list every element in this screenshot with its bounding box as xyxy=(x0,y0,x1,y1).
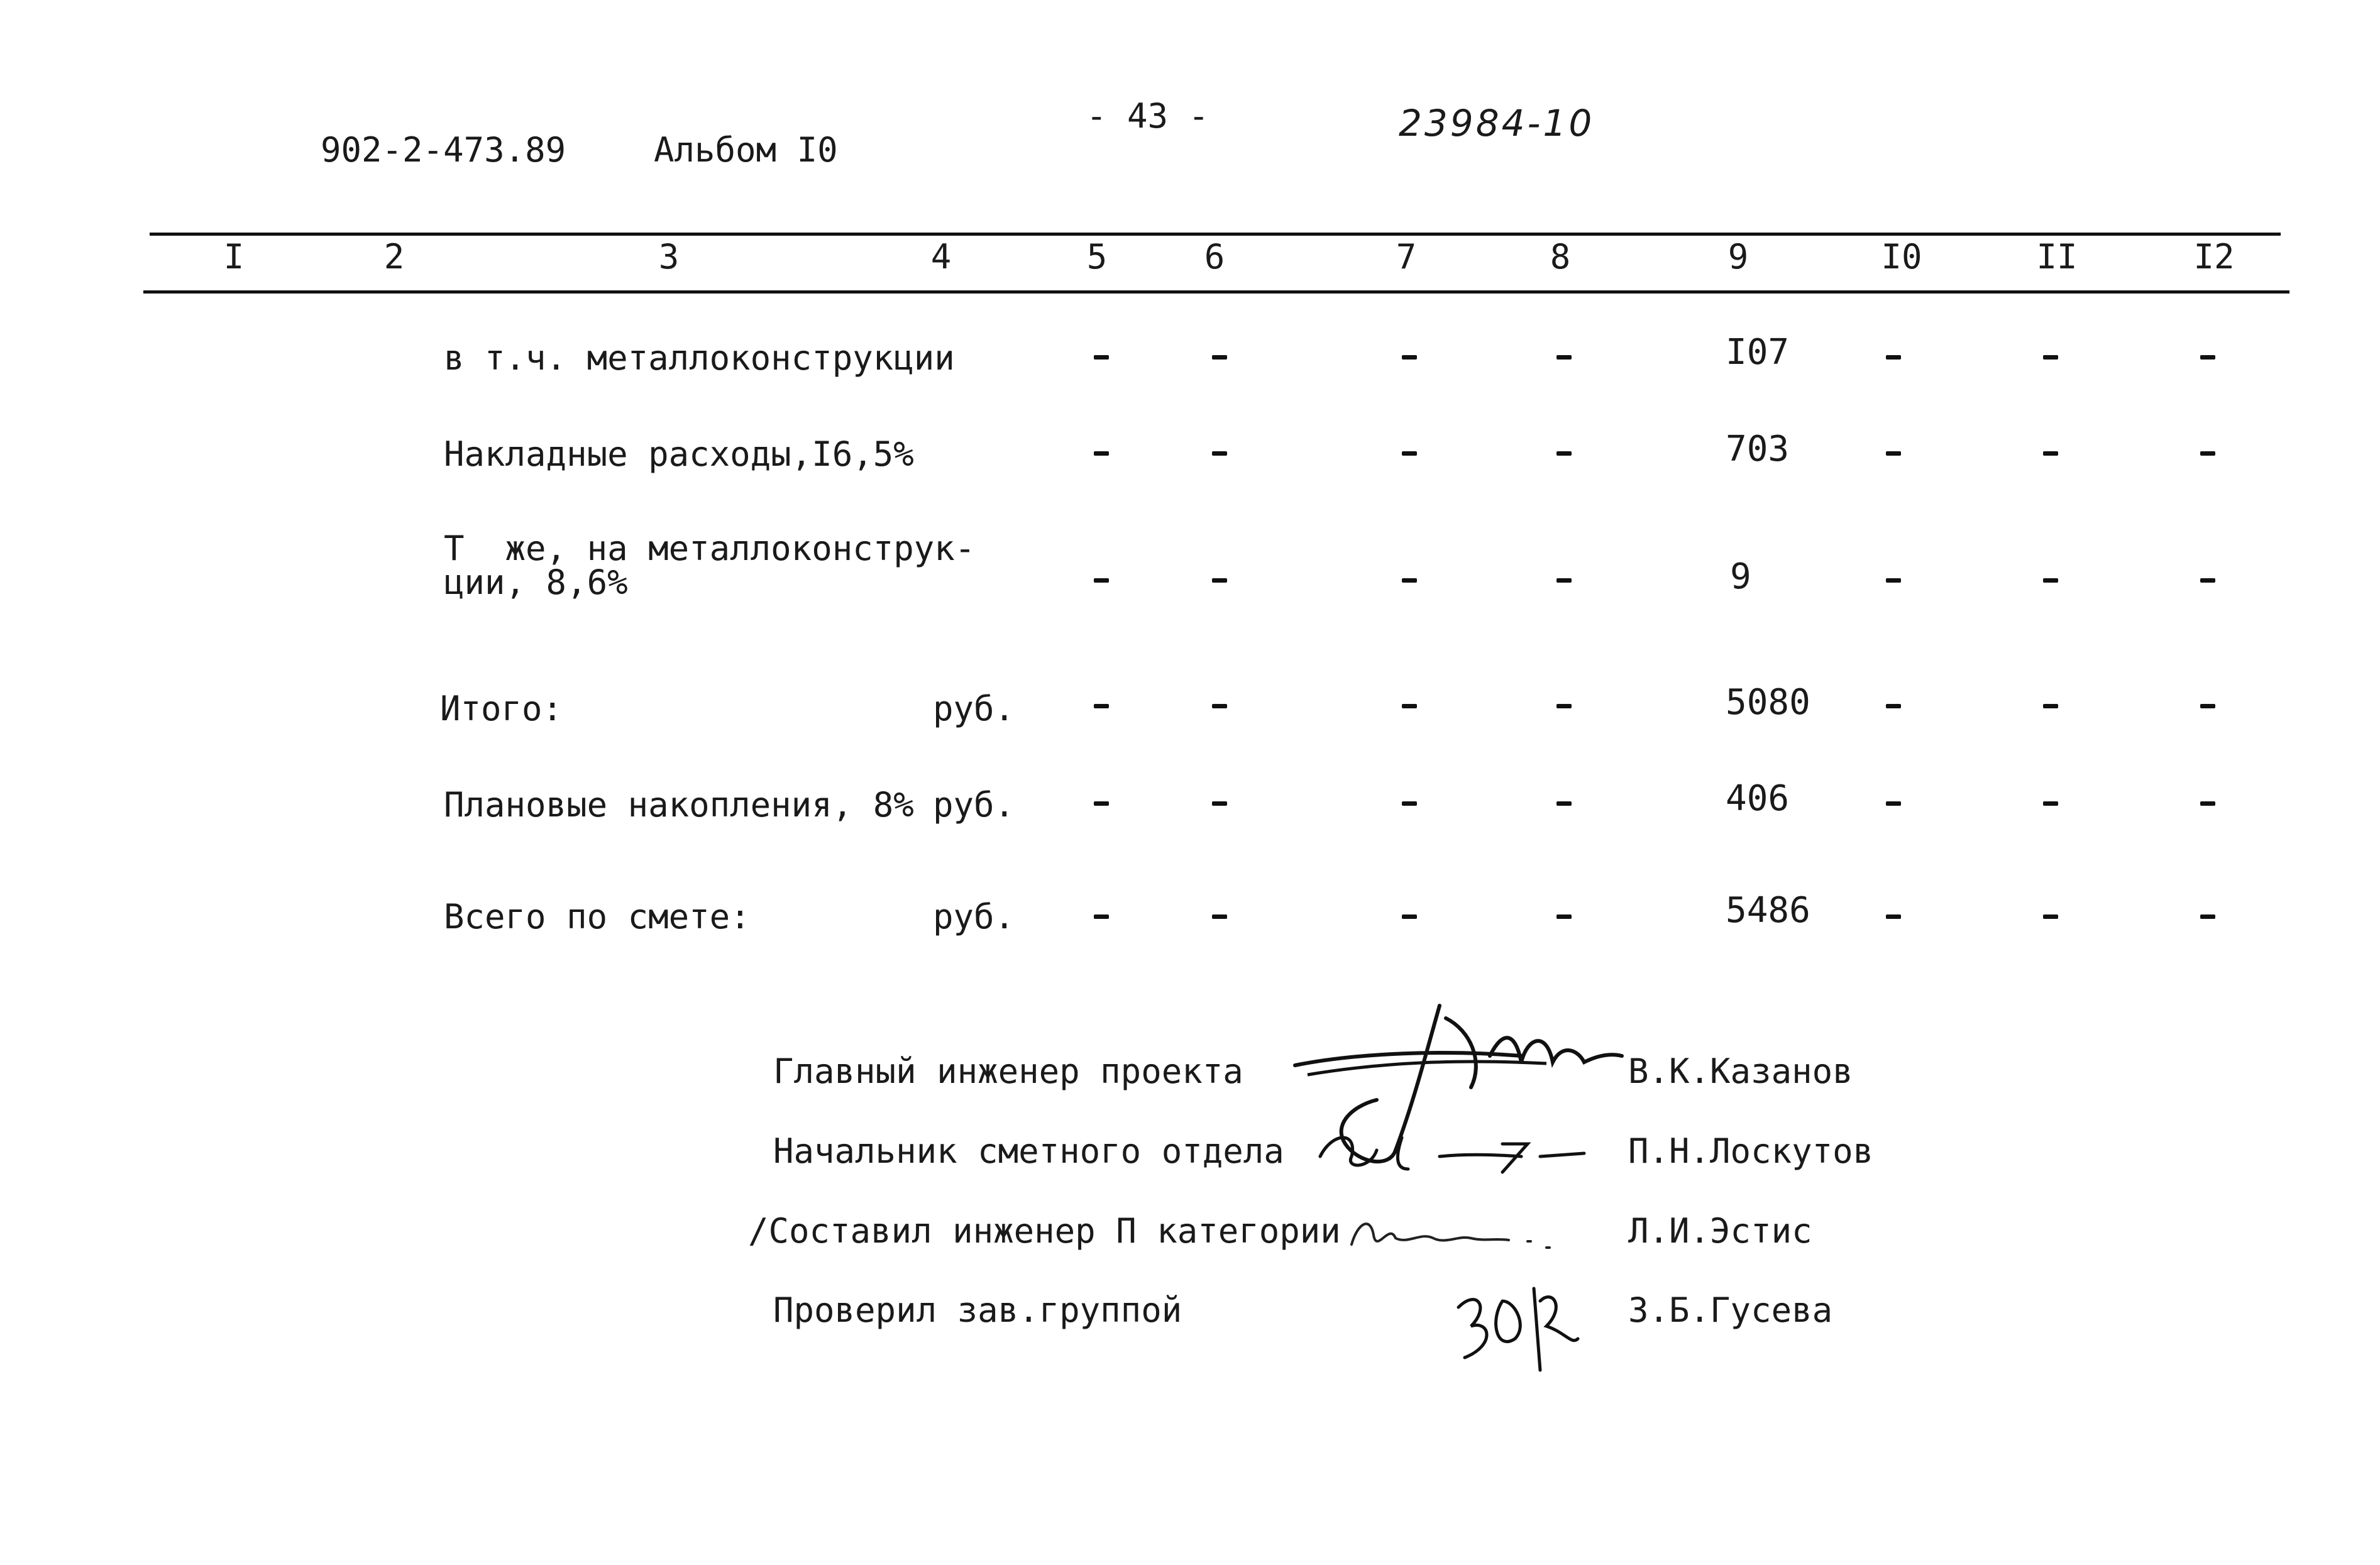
row-unit: руб. xyxy=(933,897,1015,936)
signature-scribble-estis xyxy=(1345,1210,1584,1260)
row-label-line2: ции, 8,6% xyxy=(444,563,628,602)
row-label: Итого: xyxy=(440,689,563,728)
signature-name: П.Н.Лоскутов xyxy=(1628,1131,1874,1171)
column-number: 9 xyxy=(1727,237,1749,277)
signature-scribble-loskutov xyxy=(1314,1125,1590,1182)
empty-cell-dash xyxy=(2043,704,2058,708)
empty-cell-dash xyxy=(1094,704,1109,708)
row-label: Накладные расходы,I6,5% xyxy=(444,434,914,474)
empty-cell-dash xyxy=(2200,914,2215,919)
handwritten-stamp-number: 23984-10 xyxy=(1399,102,1595,145)
signature-role: /Составил инженер П категории xyxy=(748,1211,1341,1251)
signature-name: Л.И.Эстис xyxy=(1628,1211,1812,1251)
empty-cell-dash xyxy=(1212,451,1227,456)
empty-cell-dash xyxy=(2043,914,2058,919)
column-number: 2 xyxy=(383,237,405,277)
column-number: 3 xyxy=(658,237,680,277)
column-number: I0 xyxy=(1881,237,1922,277)
empty-cell-dash xyxy=(1212,355,1227,360)
signature-name: З.Б.Гусева xyxy=(1628,1290,1833,1330)
empty-cell-dash xyxy=(1556,914,1572,919)
signature-scribble-guseva xyxy=(1446,1263,1590,1389)
empty-cell-dash xyxy=(1402,704,1417,708)
row-unit: руб. xyxy=(933,689,1015,728)
page-number: - 43 - xyxy=(1086,96,1209,136)
empty-cell-dash xyxy=(1094,578,1109,583)
column-number: 6 xyxy=(1204,237,1225,277)
empty-cell-dash xyxy=(2200,355,2215,360)
row-label: Плановые накопления, 8% xyxy=(444,785,914,825)
signature-role: Начальник сметного отдела xyxy=(773,1131,1284,1171)
empty-cell-dash xyxy=(1556,801,1572,806)
empty-cell-dash xyxy=(1402,451,1417,456)
row-value-col9: 406 xyxy=(1726,778,1790,819)
empty-cell-dash xyxy=(2043,355,2058,360)
empty-cell-dash xyxy=(1886,355,1901,360)
empty-cell-dash xyxy=(1212,801,1227,806)
empty-cell-dash xyxy=(1212,914,1227,919)
empty-cell-dash xyxy=(2043,801,2058,806)
column-number: 7 xyxy=(1396,237,1417,277)
row-unit: руб. xyxy=(933,785,1015,825)
row-value-col9: 5080 xyxy=(1726,682,1810,723)
empty-cell-dash xyxy=(1886,914,1901,919)
empty-cell-dash xyxy=(2043,451,2058,456)
column-number: I2 xyxy=(2193,237,2235,277)
row-value-col9: 9 xyxy=(1730,556,1751,597)
document-number: 902-2-473.89 xyxy=(321,130,566,170)
signature-role: Проверил зав.группой xyxy=(773,1290,1182,1330)
empty-cell-dash xyxy=(1402,914,1417,919)
empty-cell-dash xyxy=(1402,578,1417,583)
signature-role: Главный инженер проекта xyxy=(773,1052,1243,1091)
empty-cell-dash xyxy=(2200,578,2215,583)
empty-cell-dash xyxy=(2043,578,2058,583)
empty-cell-dash xyxy=(1886,578,1901,583)
row-label-line1: Т же, на металлоконструк- xyxy=(444,529,976,568)
empty-cell-dash xyxy=(1556,578,1572,583)
row-value-col9: 5486 xyxy=(1726,890,1810,931)
row-value-col9: I07 xyxy=(1726,332,1790,373)
column-number: 4 xyxy=(930,237,952,277)
empty-cell-dash xyxy=(1886,801,1901,806)
row-label: Всего по смете: xyxy=(444,897,751,936)
empty-cell-dash xyxy=(1094,355,1109,360)
empty-cell-dash xyxy=(1556,355,1572,360)
empty-cell-dash xyxy=(1094,451,1109,456)
empty-cell-dash xyxy=(1556,704,1572,708)
column-number: II xyxy=(2036,237,2078,277)
empty-cell-dash xyxy=(1212,578,1227,583)
empty-cell-dash xyxy=(2200,451,2215,456)
table-header-rule xyxy=(143,290,2289,294)
empty-cell-dash xyxy=(1886,704,1901,708)
column-number: 5 xyxy=(1086,237,1108,277)
row-value-col9: 703 xyxy=(1726,429,1790,470)
album-label: Альбом I0 xyxy=(654,130,838,170)
empty-cell-dash xyxy=(1212,704,1227,708)
table-top-rule xyxy=(150,233,2281,236)
empty-cell-dash xyxy=(2200,704,2215,708)
empty-cell-dash xyxy=(1402,801,1417,806)
empty-cell-dash xyxy=(1402,355,1417,360)
empty-cell-dash xyxy=(1556,451,1572,456)
empty-cell-dash xyxy=(2200,801,2215,806)
column-number: I xyxy=(223,237,245,277)
empty-cell-dash xyxy=(1094,914,1109,919)
empty-cell-dash xyxy=(1094,801,1109,806)
empty-cell-dash xyxy=(1886,451,1901,456)
column-number: 8 xyxy=(1550,237,1571,277)
row-label: в т.ч. металлоконструкции xyxy=(444,338,955,378)
signature-name: В.К.Казанов xyxy=(1628,1052,1853,1091)
